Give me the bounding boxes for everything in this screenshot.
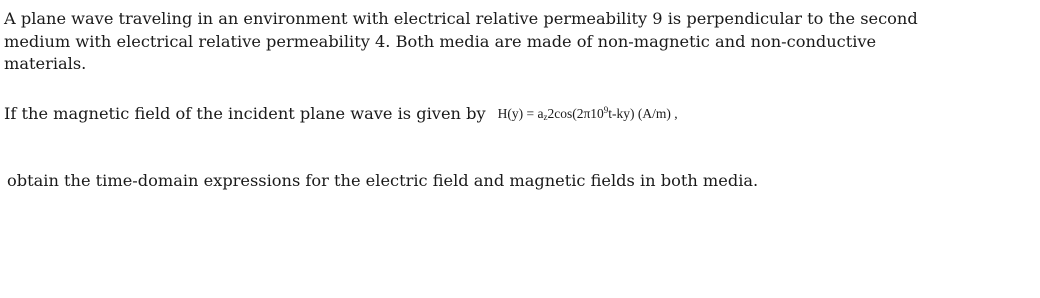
formula-lhs: H(y) = a xyxy=(497,106,544,121)
formula-exponent: 9 xyxy=(603,105,609,115)
problem-statement-paragraph: A plane wave traveling in an environment with electrical relative permeability 9 is perpendicular to the second medium with electrical relative permeability 4. Both media are made of non-magnetic and non-conductive materials. xyxy=(4,9,918,74)
formula-subscript: z xyxy=(543,112,548,122)
formula-rhs-end: t-ky) (A/m) , xyxy=(608,106,678,121)
given-field-paragraph xyxy=(4,99,954,129)
formula-rhs-start: 2cos(2π10 xyxy=(547,106,604,121)
task-paragraph: obtain the time-domain expressions for the electric field and magnetic fields in both media. xyxy=(7,171,759,190)
magnetic-field-formula xyxy=(498,106,678,121)
given-field-text: If the magnetic field of the incident plane wave is given by xyxy=(4,104,486,123)
